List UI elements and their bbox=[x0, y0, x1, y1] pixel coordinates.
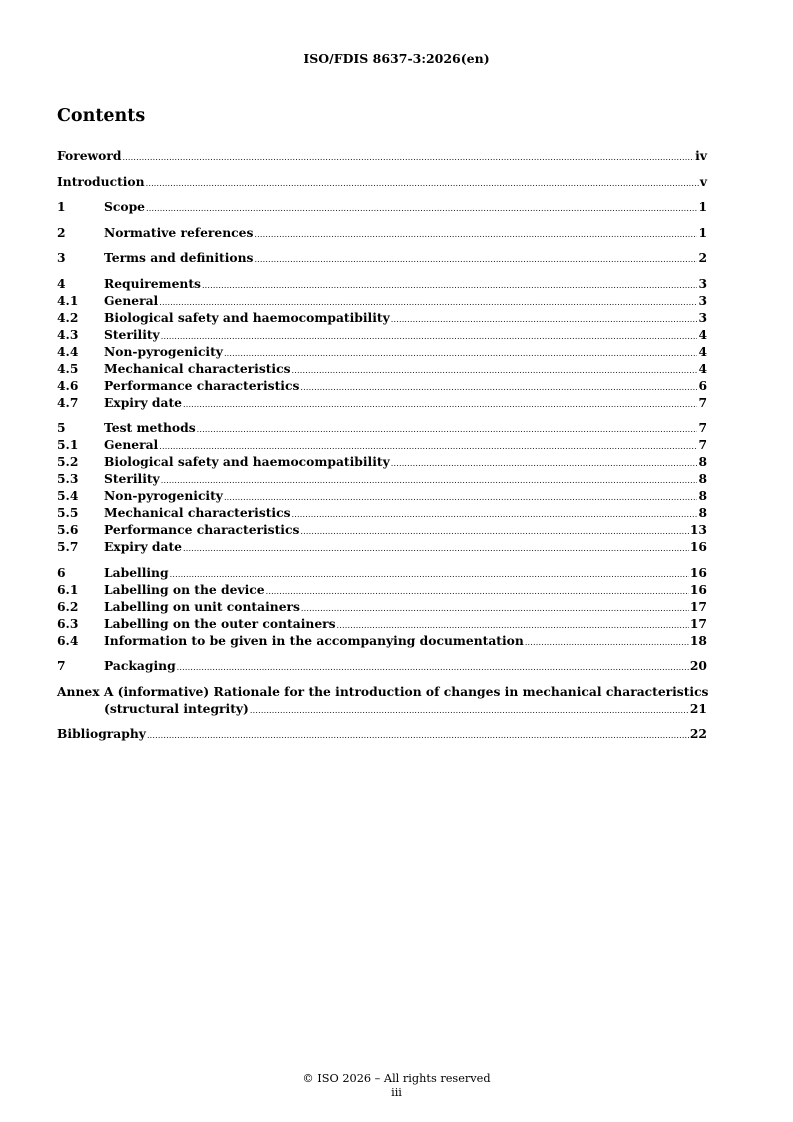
toc-label: Foreword bbox=[57, 148, 122, 163]
toc-number: 6.2 bbox=[57, 598, 79, 614]
contents-title: Contents bbox=[57, 106, 146, 126]
toc-entry-2[interactable] bbox=[57, 224, 707, 241]
toc-leader bbox=[146, 175, 699, 192]
toc-number: 4.2 bbox=[57, 309, 79, 325]
toc-entry-4-5[interactable] bbox=[57, 360, 707, 377]
toc-entry-5[interactable] bbox=[57, 419, 707, 436]
toc-label: (structural integrity) bbox=[104, 700, 249, 716]
toc-page: 16 bbox=[689, 564, 707, 580]
toc-leader bbox=[183, 396, 697, 413]
toc-number: 4 bbox=[57, 275, 66, 291]
toc-leader bbox=[292, 506, 698, 523]
toc-page: 7 bbox=[698, 437, 707, 452]
toc-page: 16 bbox=[689, 539, 707, 554]
toc-leader bbox=[250, 702, 689, 719]
toc-page: 18 bbox=[689, 632, 707, 648]
toc-entry-3[interactable] bbox=[57, 249, 707, 266]
toc-leader bbox=[161, 328, 698, 345]
toc-number: 6 bbox=[57, 564, 66, 580]
toc-entry-6-1[interactable] bbox=[57, 581, 707, 598]
toc-label: Non-pyrogenicity bbox=[104, 343, 223, 359]
toc-label: Bibliography bbox=[57, 726, 146, 741]
toc-entry-4[interactable] bbox=[57, 275, 707, 292]
toc-number: 5.5 bbox=[57, 505, 79, 520]
toc-label: Packaging bbox=[104, 658, 176, 673]
toc-number: 7 bbox=[57, 658, 66, 673]
toc-page: 4 bbox=[698, 326, 707, 342]
toc-page: 4 bbox=[698, 343, 707, 359]
toc-number: 5.7 bbox=[57, 539, 79, 554]
toc-leader bbox=[177, 659, 689, 676]
toc-page: 8 bbox=[698, 488, 707, 503]
toc-label: Test methods bbox=[104, 420, 196, 435]
toc-leader bbox=[301, 600, 689, 617]
toc-entry-5-1[interactable] bbox=[57, 436, 707, 453]
toc-leader bbox=[224, 345, 698, 362]
toc-leader bbox=[122, 149, 694, 166]
toc-entry-5-3[interactable] bbox=[57, 470, 707, 487]
toc-label: Expiry date bbox=[104, 394, 182, 410]
toc-number: 4.5 bbox=[57, 360, 79, 376]
toc-label: Biological safety and haemocompatibility bbox=[104, 309, 390, 325]
toc-number: 5.2 bbox=[57, 454, 79, 469]
toc-leader bbox=[391, 455, 698, 472]
toc-number: 4.4 bbox=[57, 343, 79, 359]
toc-entry-6-4[interactable] bbox=[57, 632, 707, 649]
toc-page: 17 bbox=[689, 615, 707, 631]
toc-entry-7[interactable] bbox=[57, 657, 707, 674]
toc-label: Labelling on unit containers bbox=[104, 598, 300, 614]
toc-leader bbox=[300, 379, 697, 396]
toc-leader bbox=[300, 523, 689, 540]
toc-label: Information to be given in the accompanying documentation bbox=[104, 632, 524, 648]
toc-page: 2 bbox=[698, 250, 707, 265]
toc-page: 17 bbox=[689, 598, 707, 614]
toc-label: Sterility bbox=[104, 326, 160, 342]
toc-label: Mechanical characteristics bbox=[104, 360, 291, 376]
toc-leader bbox=[224, 489, 698, 506]
toc-label: Performance characteristics bbox=[104, 377, 300, 393]
toc-page: 4 bbox=[698, 360, 707, 376]
toc-annex-continuation bbox=[57, 700, 707, 717]
toc-number: 1 bbox=[57, 199, 66, 214]
toc-entry-6-3[interactable] bbox=[57, 615, 707, 632]
toc-label: Sterility bbox=[104, 471, 160, 486]
toc-number: 6.4 bbox=[57, 632, 79, 648]
toc-leader bbox=[525, 634, 689, 651]
toc-leader bbox=[254, 251, 697, 268]
toc-entry-bibliography[interactable] bbox=[57, 725, 707, 742]
toc-page: 8 bbox=[698, 505, 707, 520]
toc-entry-4-3[interactable] bbox=[57, 326, 707, 343]
toc-entry-4-6[interactable] bbox=[57, 377, 707, 394]
toc-entry-5-7[interactable] bbox=[57, 538, 707, 555]
toc-page: 7 bbox=[698, 394, 707, 410]
toc-entry-5-2[interactable] bbox=[57, 453, 707, 470]
toc-leader bbox=[147, 727, 689, 744]
toc-number: 5.6 bbox=[57, 522, 79, 537]
toc-page: 13 bbox=[689, 522, 707, 537]
toc-page: 1 bbox=[698, 199, 707, 214]
toc-number: 6.3 bbox=[57, 615, 79, 631]
toc-leader bbox=[391, 311, 698, 328]
toc-label: Biological safety and haemocompatibility bbox=[104, 454, 390, 469]
toc-entry-4-7[interactable] bbox=[57, 394, 707, 411]
toc-entry-foreword[interactable] bbox=[57, 147, 707, 164]
toc-entry-introduction[interactable] bbox=[57, 173, 707, 190]
toc-label: Expiry date bbox=[104, 539, 182, 554]
toc-page: v bbox=[699, 173, 707, 189]
toc-label: Labelling bbox=[104, 564, 169, 580]
page-number: iii bbox=[391, 1086, 402, 1099]
toc-number: 4.6 bbox=[57, 377, 79, 393]
toc-entry-4-1[interactable] bbox=[57, 292, 707, 309]
toc-number: 4.1 bbox=[57, 292, 79, 308]
toc-leader bbox=[292, 362, 698, 379]
toc-page: 21 bbox=[689, 700, 707, 716]
toc-entry-4-2[interactable] bbox=[57, 309, 707, 326]
toc-entry-6[interactable] bbox=[57, 564, 707, 581]
toc-label: Non-pyrogenicity bbox=[104, 488, 223, 503]
toc-number: 3 bbox=[57, 250, 66, 265]
toc-page: 6 bbox=[698, 377, 707, 393]
toc-number: 5.1 bbox=[57, 437, 79, 452]
toc-label: Labelling on the outer containers bbox=[104, 615, 336, 631]
toc-entry-4-4[interactable] bbox=[57, 343, 707, 360]
toc-page: 22 bbox=[689, 726, 707, 741]
toc-label: Mechanical characteristics bbox=[104, 505, 291, 520]
toc-leader bbox=[183, 540, 689, 557]
toc-leader bbox=[197, 421, 698, 438]
toc-label: Normative references bbox=[104, 224, 254, 240]
toc-page: 20 bbox=[689, 658, 707, 673]
toc-leader bbox=[254, 226, 697, 243]
toc-label: Labelling on the device bbox=[104, 581, 265, 597]
toc-page: iv bbox=[695, 148, 707, 163]
toc-entry-5-6[interactable] bbox=[57, 521, 707, 538]
toc-page: 3 bbox=[698, 292, 707, 308]
toc-number: 5.4 bbox=[57, 488, 79, 503]
toc-number: 6.1 bbox=[57, 581, 79, 597]
toc-leader bbox=[161, 472, 698, 489]
toc-number: 4.7 bbox=[57, 394, 79, 410]
toc-label: Introduction bbox=[57, 173, 145, 189]
copyright-notice: © ISO 2026 – All rights reserved bbox=[302, 1072, 491, 1085]
toc-page: 3 bbox=[698, 309, 707, 325]
toc-page: 7 bbox=[698, 420, 707, 435]
toc-number: 4.3 bbox=[57, 326, 79, 342]
toc-entry-5-5[interactable] bbox=[57, 504, 707, 521]
toc-page: 1 bbox=[698, 224, 707, 240]
toc-number: 5 bbox=[57, 420, 66, 435]
toc-leader bbox=[266, 583, 689, 600]
document-header: ISO/FDIS 8637-3:2026(en) bbox=[303, 51, 490, 66]
toc-annex-title: Annex A (informative) Rationale for the introduction of changes in mechanical characteristics bbox=[57, 683, 709, 699]
toc-entry-5-4[interactable] bbox=[57, 487, 707, 504]
toc-page: 8 bbox=[698, 454, 707, 469]
toc-label: General bbox=[104, 437, 159, 452]
toc-leader bbox=[202, 277, 698, 294]
toc-entry-6-2[interactable] bbox=[57, 598, 707, 615]
toc-label: Requirements bbox=[104, 275, 201, 291]
toc-entry-1[interactable] bbox=[57, 198, 707, 215]
toc-label: Terms and definitions bbox=[104, 250, 254, 265]
table-of-contents bbox=[57, 147, 707, 742]
toc-entry-annex-a[interactable] bbox=[57, 683, 707, 717]
toc-page: 8 bbox=[698, 471, 707, 486]
toc-number: 5.3 bbox=[57, 471, 79, 486]
toc-leader bbox=[146, 200, 697, 217]
page-footer bbox=[0, 1072, 793, 1100]
toc-label: General bbox=[104, 292, 159, 308]
toc-number: 2 bbox=[57, 224, 66, 240]
toc-page: 16 bbox=[689, 581, 707, 597]
toc-label: Performance characteristics bbox=[104, 522, 300, 537]
toc-page: 3 bbox=[698, 275, 707, 291]
toc-label: Scope bbox=[104, 199, 145, 214]
